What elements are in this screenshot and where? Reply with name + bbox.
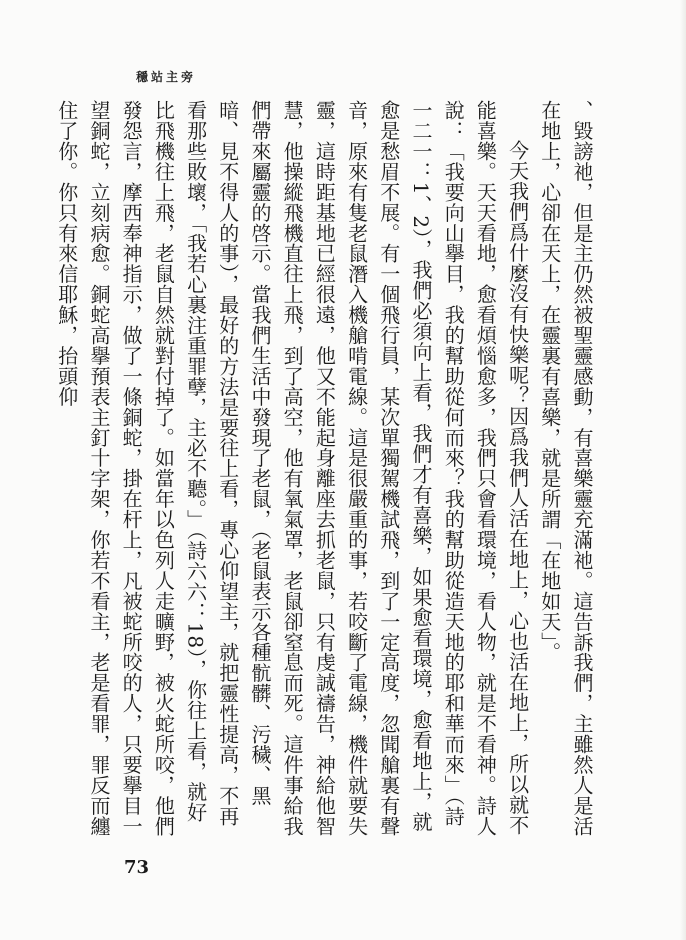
- running-head: 穩站主旁: [136, 70, 197, 84]
- paragraph-main: 今天我們爲什麼沒有快樂呢？因爲我們人活在地上，心也活在地上，所以就不能喜樂。天天看地，愈看煩惱愈多，我們只會看環境，看人物，就是不看神。詩人說：「我要向山擧目，我的幫助從何而來？我的幫助從造天地的耶和華而來」（詩一二一：1、2），我們必須向上看，我們才有喜樂，如果愈看環境，愈看地上，就愈是愁眉不展。有一個飛行員，某次單獨駕機試飛，到了一定高度，忽聞艙裏有聲音，原來有隻老鼠潛入機艙啃電線。這是很嚴重的事，若咬斷了電線，機件就要失靈，這時距基地已經很遠，他又不能起身離座去抓老鼠，只有虔誠禱告，神給他智慧，他操縱飛機直往上飛，到了高空，他有氧氣罩，老鼠卻窒息而死。這件事給我們帶來屬靈的啓示。當我們生活中發現了老鼠，（老鼠表示各種骯髒、污穢、黑暗、見不得人的事），最好的方法是要往上看，專心仰望主，就把靈性提高，不再看那些敗壞，「我若心裏注重罪孽，主必不聽。」（詩六六：18），你往上看，就好比飛機往上飛，老鼠自然就對付掉了。如當年以色列人走曠野，被火蛇所咬，他們發怨言，摩西奉神指示，做了一條銅蛇，掛在杆上，凡被蛇所咬的人，只要擧目一望銅蛇，立刻病愈。銅蛇高擧預表主釘十字架，你若不看主，老是看罪，罪反而纏住了你。你只有來信耶穌，抬頭仰: [54, 100, 530, 837]
- paragraph-continuation: 、毀謗祂，但是主仍然被聖靈感動，有喜樂靈充滿祂。這告訴我們，主雖然人是活在地上，心卻在天上，在靈裏有喜樂，就是所謂「在地如天」。: [537, 100, 594, 837]
- page-number: 73: [124, 857, 150, 878]
- vertical-text-body: [54, 100, 598, 840]
- scan-edge-shadow: [680, 0, 686, 940]
